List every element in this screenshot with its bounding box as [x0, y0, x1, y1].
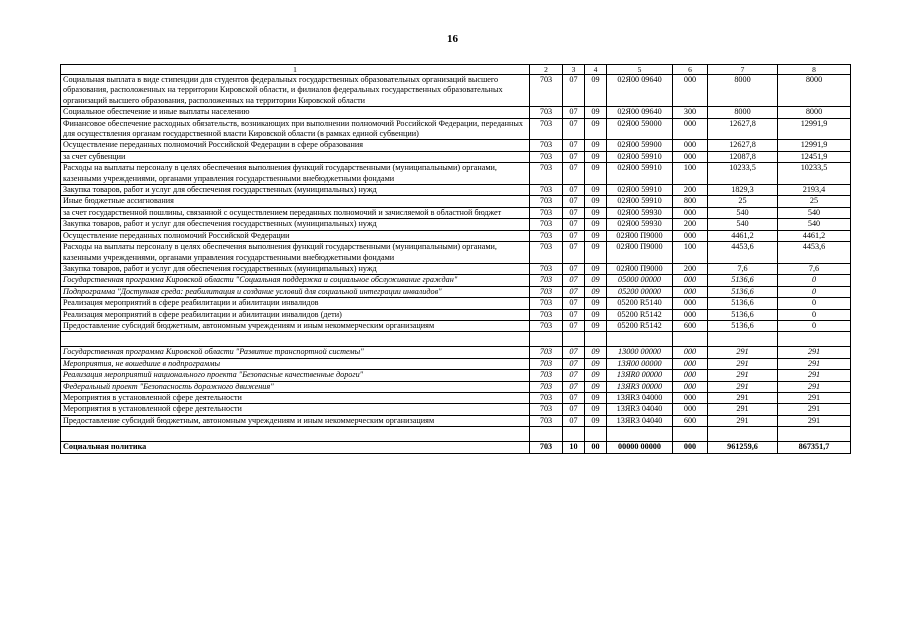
- cell-amount-year-2: 12451,9: [778, 151, 851, 162]
- cell-ministry: 703: [530, 347, 563, 358]
- cell-expense-type: 000: [673, 358, 708, 369]
- cell-target-item: 02Я00 59910: [607, 185, 673, 196]
- cell-expense-type: 000: [673, 118, 708, 140]
- column-header-target-item: 5: [607, 65, 673, 75]
- cell-amount-year-1: 12087,8: [708, 151, 778, 162]
- cell-amount-year-1: 25: [708, 196, 778, 207]
- cell-ministry: 703: [530, 309, 563, 320]
- cell-section: [563, 332, 585, 347]
- cell-section: 07: [563, 404, 585, 415]
- cell-section: 07: [563, 275, 585, 286]
- cell-name: Подпрограмма "Доступная среда: реабилитация и создание условий для социальной интеграции инвалидов": [61, 286, 530, 297]
- cell-name: Закупка товаров, работ и услуг для обеспечения государственных (муниципальных) нужд: [61, 185, 530, 196]
- cell-ministry: 703: [530, 118, 563, 140]
- cell-section: 07: [563, 118, 585, 140]
- cell-subsection: [585, 332, 607, 347]
- table-header-row: [61, 65, 851, 75]
- cell-section: 07: [563, 381, 585, 392]
- cell-ministry: 703: [530, 404, 563, 415]
- cell-name: за счет субвенции: [61, 151, 530, 162]
- cell-section: 07: [563, 415, 585, 426]
- cell-amount-year-1: 5136,6: [708, 286, 778, 297]
- cell-amount-year-2: 12991,9: [778, 140, 851, 151]
- table-row: [61, 242, 851, 264]
- cell-name: Расходы на выплаты персоналу в целях обеспечения выполнения функций государственными (муниципальными) органами, казенными учреждениями, органами управления государственными внебюджетными фондами: [61, 163, 530, 185]
- cell-amount-year-1: 540: [708, 207, 778, 218]
- table-row: [61, 107, 851, 118]
- cell-subsection: 09: [585, 151, 607, 162]
- cell-expense-type: 100: [673, 163, 708, 185]
- cell-name: Мероприятия в установленной сфере деятельности: [61, 392, 530, 403]
- cell-subsection: 09: [585, 207, 607, 218]
- cell-ministry: 703: [530, 415, 563, 426]
- cell-amount-year-1: 8000: [708, 75, 778, 107]
- cell-subsection: 09: [585, 275, 607, 286]
- cell-amount-year-1: 8000: [708, 107, 778, 118]
- cell-amount-year-1: 4453,6: [708, 242, 778, 264]
- cell-ministry: [530, 332, 563, 347]
- cell-section: 07: [563, 140, 585, 151]
- cell-name: Реализация мероприятий в сфере реабилитации и абилитации инвалидов (дети): [61, 309, 530, 320]
- cell-amount-year-2: 0: [778, 275, 851, 286]
- cell-expense-type: 800: [673, 196, 708, 207]
- table-row: [61, 151, 851, 162]
- table-row: [61, 332, 851, 347]
- cell-subsection: 09: [585, 196, 607, 207]
- cell-amount-year-1: [708, 427, 778, 442]
- cell-amount-year-1: 5136,6: [708, 320, 778, 331]
- cell-name: Закупка товаров, работ и услуг для обеспечения государственных (муниципальных) нужд: [61, 263, 530, 274]
- cell-section: 07: [563, 185, 585, 196]
- cell-amount-year-2: 10233,5: [778, 163, 851, 185]
- page-number: 16: [447, 33, 458, 45]
- cell-subsection: 09: [585, 118, 607, 140]
- cell-ministry: 703: [530, 196, 563, 207]
- table-row: [61, 381, 851, 392]
- table-row: [61, 163, 851, 185]
- table-row: [61, 207, 851, 218]
- cell-target-item: 05200 R5140: [607, 298, 673, 309]
- cell-expense-type: 100: [673, 242, 708, 264]
- table-row: [61, 230, 851, 241]
- cell-subsection: 09: [585, 75, 607, 107]
- column-header-amount-year-2: 8: [778, 65, 851, 75]
- cell-expense-type: 000: [673, 381, 708, 392]
- cell-ministry: 703: [530, 185, 563, 196]
- cell-name: Реализация мероприятий национального проекта "Безопасные качественные дороги": [61, 370, 530, 381]
- cell-section: 07: [563, 219, 585, 230]
- cell-section: 07: [563, 151, 585, 162]
- cell-amount-year-1: 5136,6: [708, 275, 778, 286]
- cell-name: Предоставление субсидий бюджетным, автономным учреждениям и иным некоммерческим организациям: [61, 415, 530, 426]
- cell-expense-type: 000: [673, 347, 708, 358]
- table-row: [61, 347, 851, 358]
- table-row: [61, 286, 851, 297]
- cell-amount-year-2: 291: [778, 392, 851, 403]
- cell-name: Реализация мероприятий в сфере реабилитации и абилитации инвалидов: [61, 298, 530, 309]
- cell-ministry: 703: [530, 230, 563, 241]
- cell-amount-year-1: 291: [708, 381, 778, 392]
- cell-section: 07: [563, 309, 585, 320]
- cell-expense-type: 600: [673, 415, 708, 426]
- cell-name: Закупка товаров, работ и услуг для обеспечения государственных (муниципальных) нужд: [61, 219, 530, 230]
- cell-section: 07: [563, 347, 585, 358]
- budget-table: [60, 64, 851, 454]
- cell-ministry: 703: [530, 75, 563, 107]
- table-row: [61, 219, 851, 230]
- cell-subsection: 09: [585, 370, 607, 381]
- cell-amount-year-1: 7,6: [708, 263, 778, 274]
- cell-amount-year-2: 291: [778, 404, 851, 415]
- cell-expense-type: 000: [673, 140, 708, 151]
- cell-subsection: 09: [585, 242, 607, 264]
- cell-amount-year-2: 0: [778, 298, 851, 309]
- cell-subsection: 09: [585, 286, 607, 297]
- cell-target-item: 02Я00 П9000: [607, 230, 673, 241]
- table-row: [61, 427, 851, 442]
- cell-ministry: 703: [530, 286, 563, 297]
- cell-amount-year-1: 291: [708, 358, 778, 369]
- cell-expense-type: 200: [673, 263, 708, 274]
- cell-amount-year-2: 4453,6: [778, 242, 851, 264]
- cell-section: 07: [563, 263, 585, 274]
- cell-target-item: 13ЯR0 00000: [607, 370, 673, 381]
- cell-subsection: 09: [585, 230, 607, 241]
- cell-amount-year-2: 291: [778, 347, 851, 358]
- cell-section: [563, 427, 585, 442]
- cell-amount-year-2: 291: [778, 415, 851, 426]
- cell-section: 07: [563, 370, 585, 381]
- cell-ministry: 703: [530, 370, 563, 381]
- cell-amount-year-2: 540: [778, 207, 851, 218]
- cell-ministry: 703: [530, 381, 563, 392]
- cell-amount-year-1: 291: [708, 347, 778, 358]
- cell-target-item: 05000 00000: [607, 275, 673, 286]
- cell-ministry: 703: [530, 242, 563, 264]
- table-row: [61, 370, 851, 381]
- cell-name: Осуществление переданных полномочий Российской Федерации в сфере образования: [61, 140, 530, 151]
- cell-subsection: 09: [585, 392, 607, 403]
- table-row: [61, 75, 851, 107]
- column-header-section: 3: [563, 65, 585, 75]
- cell-section: 07: [563, 207, 585, 218]
- cell-ministry: 703: [530, 151, 563, 162]
- cell-section: 07: [563, 358, 585, 369]
- cell-target-item: 13ЯR3 04000: [607, 392, 673, 403]
- cell-amount-year-1: 291: [708, 392, 778, 403]
- cell-expense-type: 000: [673, 298, 708, 309]
- cell-amount-year-2: 0: [778, 309, 851, 320]
- cell-name: Мероприятия в установленной сфере деятельности: [61, 404, 530, 415]
- cell-amount-year-2: 2193,4: [778, 185, 851, 196]
- cell-subsection: 09: [585, 381, 607, 392]
- table-row: [61, 442, 851, 453]
- cell-target-item: 13ЯR3 04040: [607, 415, 673, 426]
- cell-expense-type: 000: [673, 286, 708, 297]
- cell-section: 07: [563, 298, 585, 309]
- cell-amount-year-2: [778, 427, 851, 442]
- table-row: [61, 358, 851, 369]
- cell-ministry: 703: [530, 207, 563, 218]
- cell-name: Осуществление переданных полномочий Российской Федерации: [61, 230, 530, 241]
- cell-target-item: 02Я00 09640: [607, 107, 673, 118]
- cell-name: [61, 332, 530, 347]
- cell-ministry: 703: [530, 275, 563, 286]
- cell-expense-type: 000: [673, 442, 708, 453]
- cell-subsection: 09: [585, 185, 607, 196]
- cell-section: 07: [563, 230, 585, 241]
- cell-amount-year-2: 291: [778, 381, 851, 392]
- table-row: [61, 404, 851, 415]
- cell-amount-year-1: 291: [708, 370, 778, 381]
- cell-ministry: [530, 427, 563, 442]
- table-row: [61, 140, 851, 151]
- cell-amount-year-2: 12991,9: [778, 118, 851, 140]
- cell-amount-year-1: 10233,5: [708, 163, 778, 185]
- cell-expense-type: 000: [673, 275, 708, 286]
- cell-subsection: 09: [585, 140, 607, 151]
- table-row: [61, 118, 851, 140]
- table-row: [61, 298, 851, 309]
- cell-amount-year-2: 540: [778, 219, 851, 230]
- cell-section: 07: [563, 320, 585, 331]
- cell-target-item: 02Я00 59930: [607, 207, 673, 218]
- cell-target-item: 13ЯR3 04040: [607, 404, 673, 415]
- column-header-amount-year-1: 7: [708, 65, 778, 75]
- cell-section: 07: [563, 107, 585, 118]
- cell-expense-type: 000: [673, 392, 708, 403]
- cell-section: 07: [563, 163, 585, 185]
- cell-ministry: 703: [530, 392, 563, 403]
- cell-expense-type: 000: [673, 75, 708, 107]
- cell-name: Финансовое обеспечение расходных обязательств, возникающих при выполнении полномочий Российской Федерации, переданных для осуществления органам государственной власти Кировской области (в рамках единой субвенции): [61, 118, 530, 140]
- cell-section: 07: [563, 286, 585, 297]
- table-row: [61, 320, 851, 331]
- cell-ministry: 703: [530, 140, 563, 151]
- cell-subsection: 09: [585, 309, 607, 320]
- cell-section: 07: [563, 242, 585, 264]
- cell-target-item: 02Я00 59910: [607, 163, 673, 185]
- cell-name: Государственная программа Кировской области "Социальная поддержка и социальное обслуживание граждан": [61, 275, 530, 286]
- cell-target-item: [607, 427, 673, 442]
- cell-section: 07: [563, 392, 585, 403]
- cell-target-item: 02Я00 59900: [607, 140, 673, 151]
- cell-ministry: 703: [530, 219, 563, 230]
- cell-expense-type: 000: [673, 370, 708, 381]
- cell-ministry: 703: [530, 107, 563, 118]
- cell-expense-type: 000: [673, 309, 708, 320]
- column-header-expense-type: 6: [673, 65, 708, 75]
- cell-name: Мероприятия, не вошедшие в подпрограммы: [61, 358, 530, 369]
- table-row: [61, 196, 851, 207]
- cell-amount-year-2: 25: [778, 196, 851, 207]
- cell-amount-year-2: 0: [778, 320, 851, 331]
- table-row: [61, 263, 851, 274]
- cell-section: 10: [563, 442, 585, 453]
- cell-ministry: 703: [530, 320, 563, 331]
- cell-amount-year-1: 291: [708, 415, 778, 426]
- cell-expense-type: 000: [673, 151, 708, 162]
- cell-name: Федеральный проект "Безопасность дорожного движения": [61, 381, 530, 392]
- cell-amount-year-1: 4461,2: [708, 230, 778, 241]
- column-header-name: 1: [61, 65, 530, 75]
- cell-target-item: 02Я00 П9000: [607, 263, 673, 274]
- cell-expense-type: 000: [673, 404, 708, 415]
- table-row: [61, 392, 851, 403]
- cell-amount-year-2: 867351,7: [778, 442, 851, 453]
- cell-amount-year-1: 291: [708, 404, 778, 415]
- cell-amount-year-2: 7,6: [778, 263, 851, 274]
- cell-target-item: 02Я00 59000: [607, 118, 673, 140]
- cell-amount-year-1: 12627,8: [708, 140, 778, 151]
- cell-target-item: [607, 332, 673, 347]
- cell-target-item: 13Я00 00000: [607, 358, 673, 369]
- cell-amount-year-1: 1829,3: [708, 185, 778, 196]
- cell-target-item: 00000 00000: [607, 442, 673, 453]
- cell-ministry: 703: [530, 358, 563, 369]
- cell-subsection: 09: [585, 163, 607, 185]
- cell-expense-type: [673, 332, 708, 347]
- cell-expense-type: 000: [673, 207, 708, 218]
- cell-subsection: 09: [585, 347, 607, 358]
- cell-target-item: 13ЯR3 00000: [607, 381, 673, 392]
- cell-name: Иные бюджетные ассигнования: [61, 196, 530, 207]
- cell-target-item: 02Я00 П9000: [607, 242, 673, 264]
- cell-subsection: 09: [585, 320, 607, 331]
- cell-amount-year-2: 291: [778, 370, 851, 381]
- cell-amount-year-2: 8000: [778, 75, 851, 107]
- cell-amount-year-2: 291: [778, 358, 851, 369]
- table-row: [61, 275, 851, 286]
- cell-ministry: 703: [530, 442, 563, 453]
- cell-subsection: 09: [585, 404, 607, 415]
- cell-subsection: 09: [585, 358, 607, 369]
- cell-subsection: [585, 427, 607, 442]
- cell-expense-type: 300: [673, 107, 708, 118]
- column-header-ministry: 2: [530, 65, 563, 75]
- cell-subsection: 00: [585, 442, 607, 453]
- cell-amount-year-2: [778, 332, 851, 347]
- cell-amount-year-1: 5136,6: [708, 298, 778, 309]
- cell-expense-type: 600: [673, 320, 708, 331]
- cell-name: за счет государственной пошлины, связанной с осуществлением переданных полномочий и зачисляемой в областной бюджет: [61, 207, 530, 218]
- cell-subsection: 09: [585, 415, 607, 426]
- cell-target-item: 02Я00 59910: [607, 196, 673, 207]
- cell-ministry: 703: [530, 163, 563, 185]
- cell-target-item: 02Я00 59910: [607, 151, 673, 162]
- cell-name: Государственная программа Кировской области "Развитие транспортной системы": [61, 347, 530, 358]
- cell-name: Предоставление субсидий бюджетным, автономным учреждениям и иным некоммерческим организациям: [61, 320, 530, 331]
- cell-subsection: 09: [585, 263, 607, 274]
- column-header-subsection: 4: [585, 65, 607, 75]
- cell-amount-year-1: [708, 332, 778, 347]
- table-row: [61, 415, 851, 426]
- cell-amount-year-2: 4461,2: [778, 230, 851, 241]
- cell-expense-type: [673, 427, 708, 442]
- cell-subsection: 09: [585, 107, 607, 118]
- cell-section: 07: [563, 196, 585, 207]
- cell-expense-type: 200: [673, 185, 708, 196]
- cell-expense-type: 000: [673, 230, 708, 241]
- table-row: [61, 185, 851, 196]
- cell-amount-year-1: 5136,6: [708, 309, 778, 320]
- cell-name: Социальная выплата в виде стипендии для студентов федеральных государственных образовательных организаций высшего образования, расположенных на территории Кировской области, и филиалов федеральных государственных образовательных организаций высшего образования, расположенных на территории Кировской области: [61, 75, 530, 107]
- cell-name: [61, 427, 530, 442]
- cell-amount-year-1: 540: [708, 219, 778, 230]
- cell-target-item: 02Я00 09640: [607, 75, 673, 107]
- cell-target-item: 05200 00000: [607, 286, 673, 297]
- cell-name: Социальное обеспечение и иные выплаты населению: [61, 107, 530, 118]
- cell-ministry: 703: [530, 263, 563, 274]
- cell-amount-year-1: 12627,8: [708, 118, 778, 140]
- cell-expense-type: 200: [673, 219, 708, 230]
- cell-name: Расходы на выплаты персоналу в целях обеспечения выполнения функций государственными (муниципальными) органами, казенными учреждениями, органами управления государственными внебюджетными фондами: [61, 242, 530, 264]
- cell-amount-year-2: 0: [778, 286, 851, 297]
- table-row: [61, 309, 851, 320]
- cell-name: Социальная политика: [61, 442, 530, 453]
- cell-ministry: 703: [530, 298, 563, 309]
- cell-amount-year-2: 8000: [778, 107, 851, 118]
- cell-target-item: 13000 00000: [607, 347, 673, 358]
- cell-amount-year-1: 961259,6: [708, 442, 778, 453]
- cell-target-item: 05200 R5142: [607, 309, 673, 320]
- cell-section: 07: [563, 75, 585, 107]
- cell-subsection: 09: [585, 298, 607, 309]
- cell-subsection: 09: [585, 219, 607, 230]
- cell-target-item: 05200 R5142: [607, 320, 673, 331]
- cell-target-item: 02Я00 59930: [607, 219, 673, 230]
